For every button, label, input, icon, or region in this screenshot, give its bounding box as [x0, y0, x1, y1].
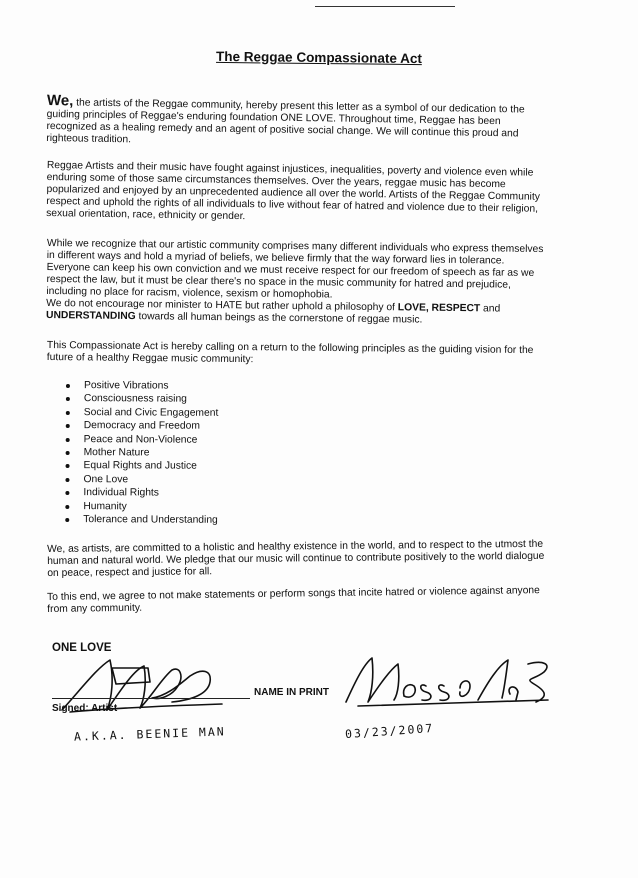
principles-list — [63, 379, 218, 527]
signature-line — [52, 698, 250, 699]
lead-word: We, — [46, 92, 74, 110]
list-item: Social and Civic Engagement — [64, 406, 219, 420]
list-item: Democracy and Freedom — [64, 419, 219, 433]
document-title: The Reggae Compassionate Act — [216, 48, 422, 67]
principles-intro-paragraph — [47, 340, 547, 369]
tolerance-paragraph — [46, 238, 547, 328]
commitment-paragraph — [47, 539, 547, 580]
list-item: Peace and Non-Violence — [64, 433, 219, 447]
list-item: One Love — [63, 473, 218, 487]
closing-one-love: ONE LOVE — [52, 642, 112, 654]
tolerance-text: While we recognize that our artistic community comprises many different individuals who express themselves in different ways and hold a myriad of beliefs, we believe firmly that the way forward lies in tolerance. Everyone can keep his own conviction and we must receive respect for our freedom of speech as far as we respect the law, but it must be clear there's no space in the music community for hatred and prejudice, including no place for racism, violence, sexism or homophobia. — [46, 238, 544, 301]
list-item: Humanity — [63, 500, 218, 514]
date-handwritten: 03/23/2007 — [344, 720, 435, 742]
principles-intro-text: This Compassionate Act is hereby calling on a return to the following principles as the guiding vision for the future of a healthy Reggae music community: — [46, 340, 534, 366]
philosophy-text: We do not encourage nor minister to HATE but rather uphold a philosophy of LOVE, RESPECT and UNDERSTANDING towards all human beings as the cornerstone of reggae music. — [45, 297, 501, 326]
agreement-text: To this end, we agree to not make statements or perform songs that incite hatred or violence against anyone from any community. — [47, 585, 540, 615]
agreement-paragraph — [47, 585, 547, 616]
artists-text: Reggae Artists and their music have fought against injustices, inequalities, poverty and violence even while enduring some of those same circumstances themselves. Over the years, reggae music has become popularized and enjoyed by an unprecedented audience all over the world. Artists of the Reggae Community respect and uphold the rights of all individuals to live without fear of hatred and violence due to their religion, sexual orientation, race, ethnicity or gender. — [46, 160, 540, 223]
intro-text: the artists of the Reggae community, hereby present this letter as a symbol of our dedication to the guiding principles of Reggae's enduring foundation ONE LOVE. Throughout time, Reggae has been recognized as a healing remedy and an agent of positive social change. We will continue this proud and righteous tradition. — [46, 97, 525, 146]
name-in-print-label: NAME IN PRINT — [254, 687, 329, 698]
intro-paragraph — [46, 92, 547, 153]
list-item: Individual Rights — [63, 486, 218, 500]
list-item: Consciousness raising — [64, 392, 219, 406]
list-item: Positive Vibrations — [64, 379, 219, 393]
commitment-text: We, as artists, are committed to a holistic and healthy existence in the world, and to respect to the utmost the human and natural world. We pledge that our music will continue to contribute positively to the world dialogue on peace, respect and justice for all. — [47, 538, 545, 579]
list-item: Mother Nature — [64, 446, 219, 460]
top-rule — [315, 6, 455, 7]
list-item: Tolerance and Understanding — [63, 513, 218, 527]
printed-name-signature — [338, 650, 558, 715]
signed-artist-label: Signed: Artist — [52, 703, 118, 714]
list-item: Equal Rights and Justice — [64, 459, 219, 473]
aka-handwritten: A.K.A. BEENIE MAN — [73, 724, 226, 744]
artists-paragraph — [46, 160, 547, 228]
